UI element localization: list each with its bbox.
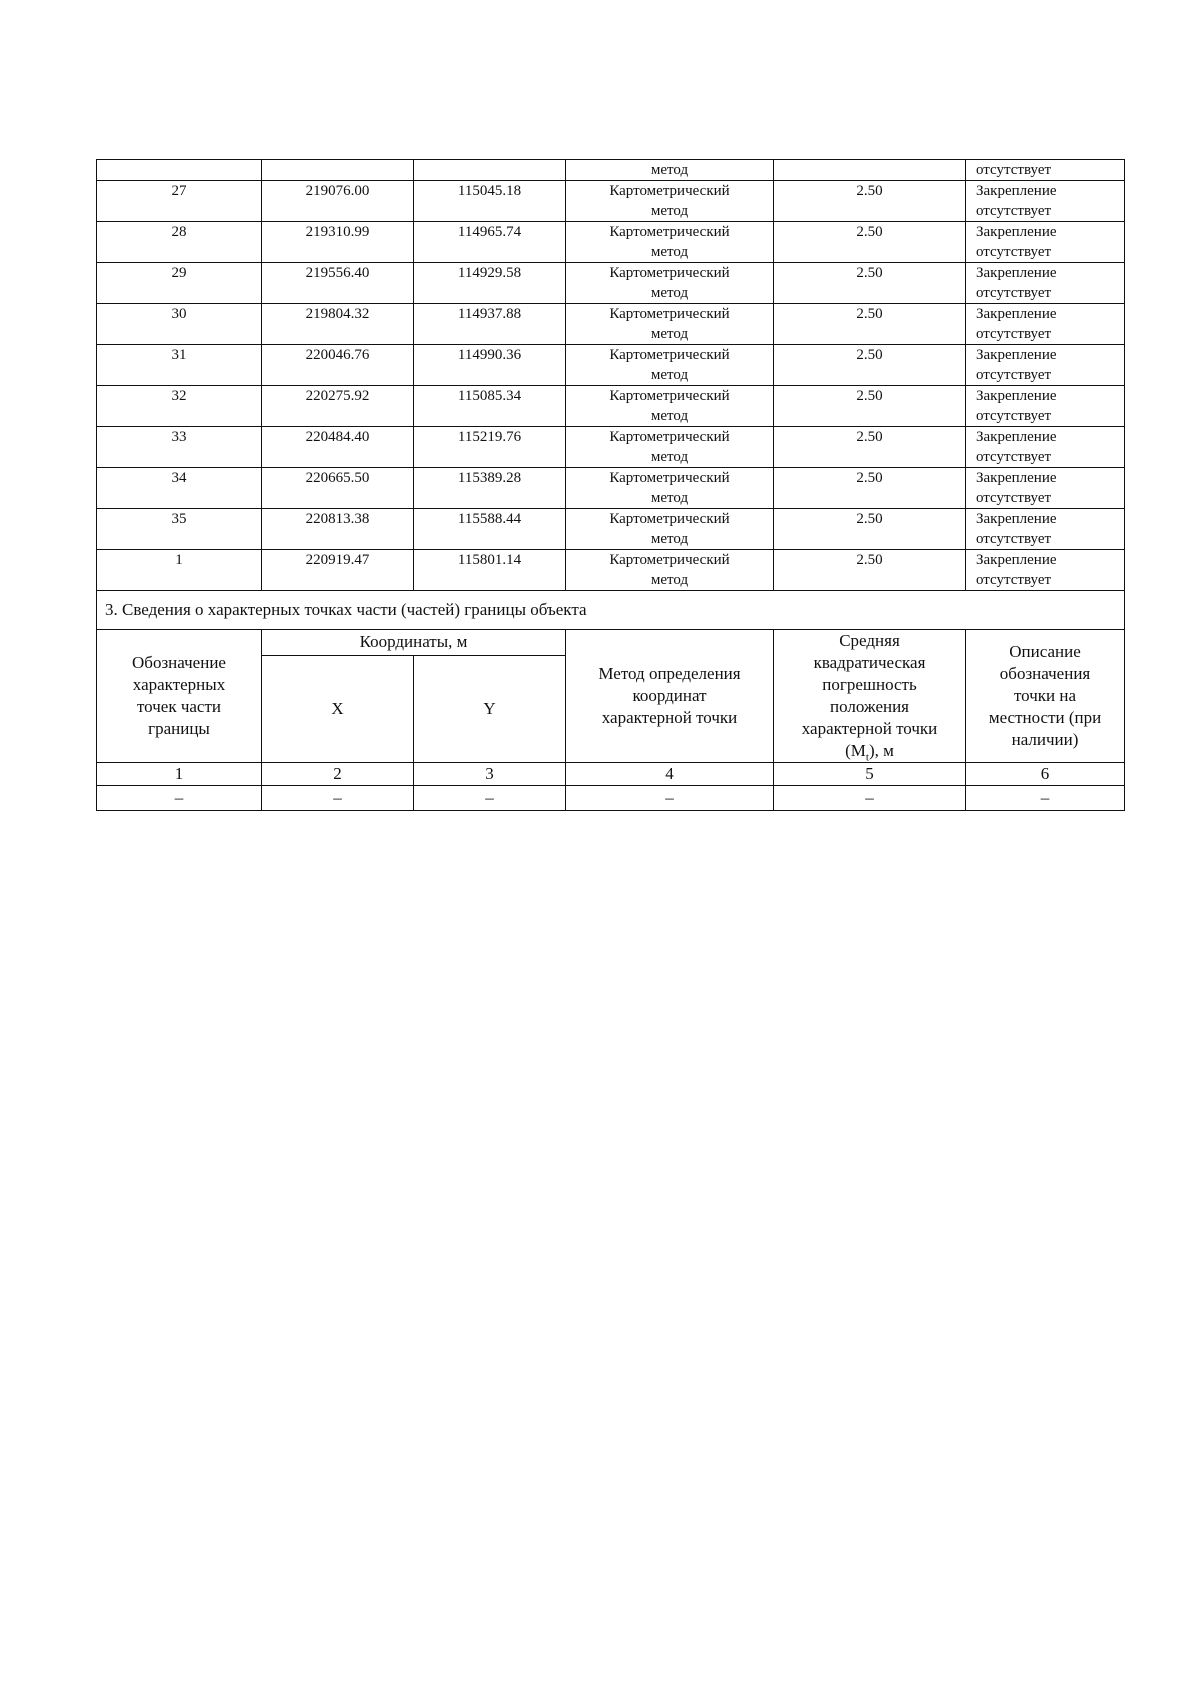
accuracy-unit-open: (M [845,741,866,760]
cell-description [966,222,1125,263]
description-line: Закрепление [976,265,1057,281]
description-line: отсутствует [976,490,1052,506]
cell-id: 27 [97,181,262,222]
header-description-line: точки на [1013,686,1077,705]
column-number: 5 [774,763,966,786]
column-numbers-row [97,763,1125,786]
description-line: Закрепление [976,429,1057,445]
column-number: 2 [262,763,414,786]
boundary-point-row [97,263,1125,304]
cell-method [566,345,774,386]
method-line: Картометрический [609,470,730,486]
cell-method [566,222,774,263]
cell-y: 114937.88 [414,304,566,345]
cell-id: 32 [97,386,262,427]
cell-accuracy: 2.50 [774,222,966,263]
cell-description [966,468,1125,509]
boundary-points-table [96,159,1125,591]
cell-id [97,160,262,181]
header-description-line: наличии) [1011,730,1079,749]
column-number: 6 [966,763,1125,786]
method-line: Картометрический [609,388,730,404]
cell-x: 220275.92 [262,386,414,427]
cell-description [966,386,1125,427]
cell-description [966,304,1125,345]
cell-method [566,468,774,509]
description-line: Закрепление [976,183,1057,199]
description-line: отсутствует [976,244,1052,260]
cell-id: 31 [97,345,262,386]
column-number: 1 [97,763,262,786]
cell-y: 115219.76 [414,427,566,468]
header-coordinates: Координаты, м [262,630,566,656]
header-point-id-line: границы [148,719,210,738]
description-line: Закрепление [976,552,1057,568]
cell-accuracy: 2.50 [774,304,966,345]
description-line: отсутствует [976,367,1052,383]
boundary-point-row [97,304,1125,345]
cell-id: 1 [97,550,262,591]
cell-y: 115801.14 [414,550,566,591]
cell-id: 33 [97,427,262,468]
cell-description [966,509,1125,550]
description-line: Закрепление [976,347,1057,363]
dash-cell: – [966,786,1125,811]
method-line: метод [650,572,689,588]
header-point-id-line: Обозначение [132,653,226,672]
cell-method [566,263,774,304]
cell-description [966,345,1125,386]
method-line: Картометрический [609,306,730,322]
description-line: отсутствует [976,285,1052,301]
header-method [566,630,774,763]
boundary-point-row [97,222,1125,263]
header-accuracy-line: положения [829,697,909,716]
cell-method: метод [566,160,774,181]
cell-x: 219310.99 [262,222,414,263]
section-3-title: 3. Сведения о характерных точках части (частей) границы объекта [97,591,1125,630]
header-method-line: Метод определения [598,664,741,683]
method-line: метод [650,367,689,383]
cell-x: 219804.32 [262,304,414,345]
description-line: Закрепление [976,511,1057,527]
cell-description [966,550,1125,591]
cell-method [566,181,774,222]
description-line: Закрепление [976,470,1057,486]
cell-id: 28 [97,222,262,263]
cell-y: 114929.58 [414,263,566,304]
cell-description [966,181,1125,222]
description-line: Закрепление [976,224,1057,240]
cell-y: 115588.44 [414,509,566,550]
header-point-id-line: точек части [136,697,222,716]
cell-accuracy: 2.50 [774,386,966,427]
cell-description [966,427,1125,468]
accuracy-unit-close: ), м [868,741,894,760]
cell-accuracy: 2.50 [774,468,966,509]
dash-cell: – [414,786,566,811]
description-line: отсутствует [976,531,1052,547]
method-line: метод [650,490,689,506]
cell-description: отсутствует [966,160,1125,181]
boundary-point-row [97,181,1125,222]
method-line: метод [650,285,689,301]
dash-cell: – [774,786,966,811]
cell-description [966,263,1125,304]
cell-id: 34 [97,468,262,509]
header-point-id [97,630,262,763]
header-description [966,630,1125,763]
method-line: метод [650,531,689,547]
method-line: Картометрический [609,347,730,363]
cell-x: 220046.76 [262,345,414,386]
method-line: метод [650,326,689,342]
continuation-row [97,160,1125,181]
cell-accuracy [774,160,966,181]
dash-cell: – [566,786,774,811]
method-line: метод [650,449,689,465]
description-line: отсутствует [976,408,1052,424]
header-description-line: местности (при [988,708,1102,727]
description-line: Закрепление [976,388,1057,404]
accuracy-unit-sub: t [865,751,869,764]
cell-method [566,386,774,427]
cell-id: 30 [97,304,262,345]
cell-accuracy: 2.50 [774,263,966,304]
description-line: отсутствует [976,449,1052,465]
method-line: Картометрический [609,265,730,281]
cell-x: 220484.40 [262,427,414,468]
cell-id: 29 [97,263,262,304]
cell-y: 115085.34 [414,386,566,427]
header-accuracy-unit [774,740,965,762]
method-line: метод [650,203,689,219]
header-accuracy-line: характерной точки [801,719,938,738]
header-description-line: Описание [1009,642,1081,661]
description-line: отсутствует [976,203,1052,219]
column-number: 4 [566,763,774,786]
boundary-point-row [97,386,1125,427]
method-line: Картометрический [609,224,730,240]
boundary-point-row [97,509,1125,550]
cell-x [262,160,414,181]
description-line: отсутствует [976,572,1052,588]
cell-accuracy: 2.50 [774,550,966,591]
cell-method [566,427,774,468]
cell-x: 220813.38 [262,509,414,550]
part-boundary-points-table [96,590,1125,811]
cell-method [566,509,774,550]
header-accuracy [774,630,966,763]
cell-accuracy: 2.50 [774,427,966,468]
cell-method [566,550,774,591]
boundary-point-row [97,345,1125,386]
cell-y: 114990.36 [414,345,566,386]
method-line: метод [650,244,689,260]
method-line: метод [650,408,689,424]
document-sheet [96,159,1124,811]
header-point-id-line: характерных [132,675,226,694]
method-line: Картометрический [609,429,730,445]
cell-y: 115389.28 [414,468,566,509]
dash-cell: – [262,786,414,811]
cell-accuracy: 2.50 [774,345,966,386]
boundary-point-row [97,550,1125,591]
description-line: Закрепление [976,306,1057,322]
header-x: X [262,655,414,762]
header-method-line: координат [632,686,707,705]
header-accuracy-line: квадратическая [813,653,926,672]
cell-x: 220919.47 [262,550,414,591]
cell-x: 219076.00 [262,181,414,222]
cell-x: 219556.40 [262,263,414,304]
cell-accuracy: 2.50 [774,181,966,222]
header-y: Y [414,655,566,762]
header-accuracy-line: Средняя [839,631,900,650]
boundary-point-row [97,427,1125,468]
cell-y: 115045.18 [414,181,566,222]
cell-y: 114965.74 [414,222,566,263]
cell-accuracy: 2.50 [774,509,966,550]
header-description-line: обозначения [999,664,1091,683]
dash-cell: – [97,786,262,811]
cell-id: 35 [97,509,262,550]
header-accuracy-line: погрешность [822,675,917,694]
cell-method [566,304,774,345]
method-line: Картометрический [609,552,730,568]
method-line: Картометрический [609,511,730,527]
method-line: Картометрический [609,183,730,199]
description-line: отсутствует [976,326,1052,342]
empty-data-row [97,786,1125,811]
header-method-line: характерной точки [601,708,738,727]
boundary-point-row [97,468,1125,509]
cell-x: 220665.50 [262,468,414,509]
column-number: 3 [414,763,566,786]
cell-y [414,160,566,181]
